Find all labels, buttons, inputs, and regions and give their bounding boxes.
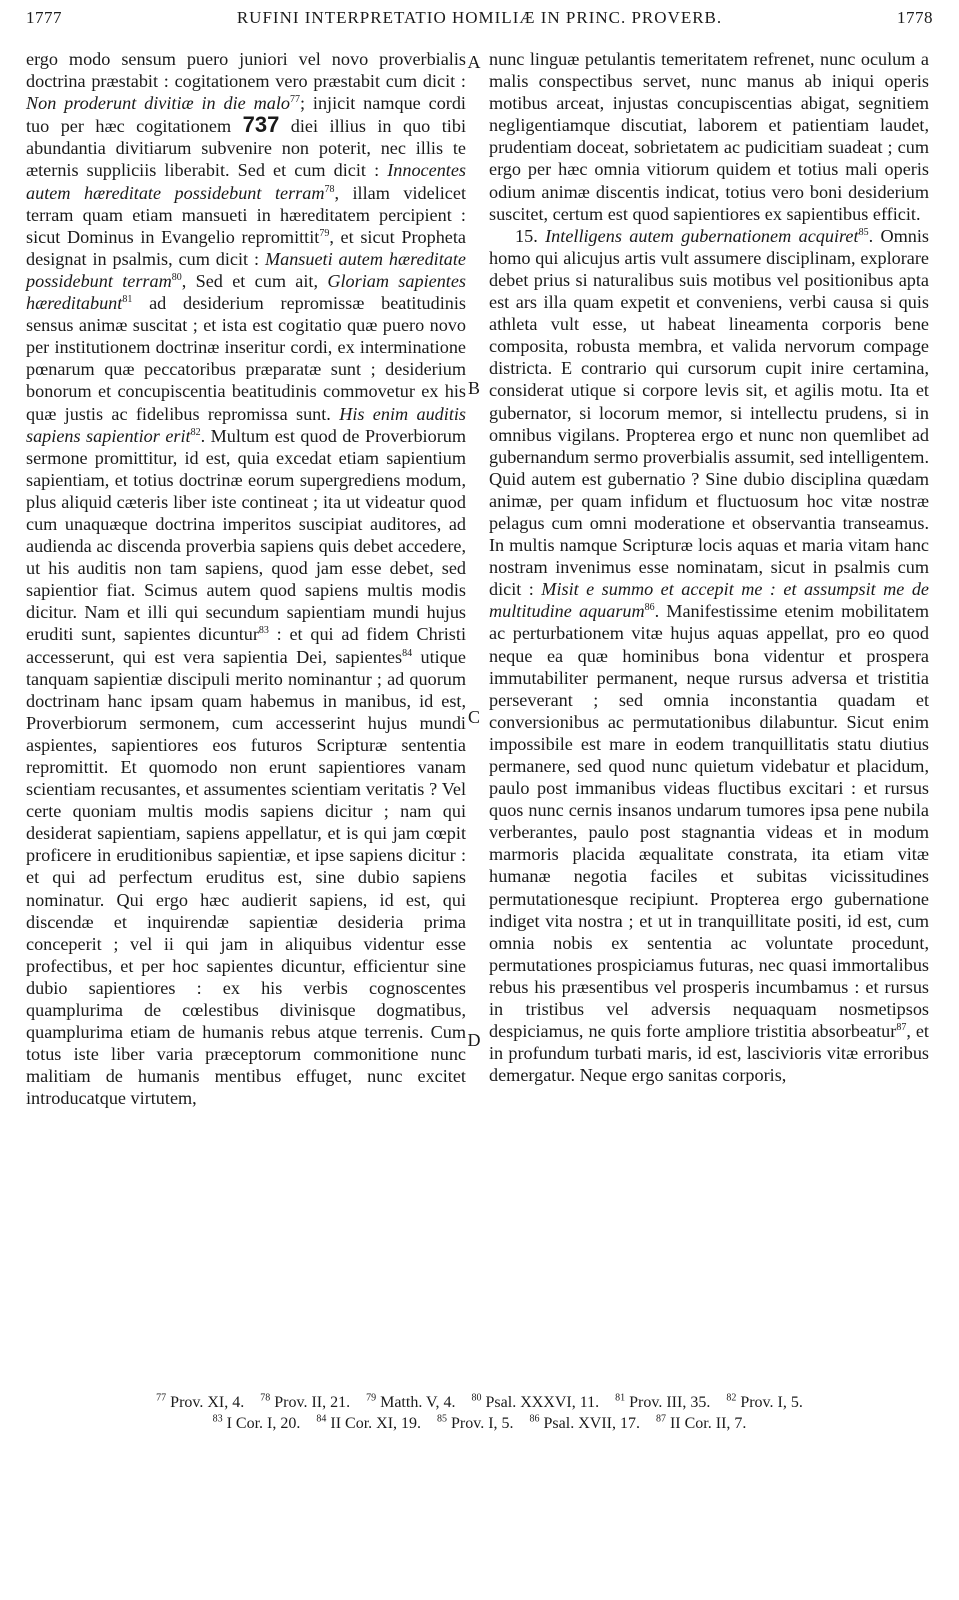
margin-letter-c: C [467, 707, 480, 727]
running-header [26, 8, 933, 34]
footnote: $^{86}$ Psal. XVII, 17. [529, 1413, 640, 1432]
footnote-ref: 87 [896, 1022, 907, 1034]
footnote-ref: 78 [324, 183, 335, 195]
scripture-quote: Mansueti autem hæreditate possidebunt terram [26, 248, 466, 291]
old-page-number: 737 [242, 112, 280, 138]
scripture-quote: Misit e summo et accepit me : et assumpsit me de multitudine aquarum [489, 579, 929, 622]
footnote: $^{79}$ Matth. V, 4. [366, 1392, 456, 1411]
footnotes [22, 1392, 937, 1434]
footnote-ref: 81 [122, 293, 133, 305]
column-number-right: 1778 [897, 8, 933, 27]
paragraph: ergo modo sensum puero juniori vel novo proverbialis doctrina præstabit : cogitationem vero præstabit cum dicit : Non proderunt divitiæ in die malo$^{77}$; injicit namque cordi tuo per hæc cogitationem 737 diei illius in quo tibi abundantia divitiarum subvenire non poterit, nec illis te æternis suppliciis liberabit. Sed et cum dicit : Innocentes autem hæreditate possidebunt terram$^{78}$, illam videlicet terram quam etiam mansueti in hæreditatem percipient : sicut Dominus in Evangelio repromittit$^{79}$, et sicut Propheta designat in psalmis, cum dicit : Mansueti autem hæreditate possidebunt terram$^{80}$, Sed et cum ait, Gloriam sapientes hæreditabunt$^{81}$ ad desiderium repromissæ beatitudinis sensus animæ suscitat ; et ista est cogitatio quæ puero novo per institutionem doctrinæ inseritur cordi, ex interminatione pœnarum quæ peccatoribus præparatæ sunt ; desiderium bonorum et concupiscentia beatitudinis commovetur ex his quæ justis ac fidelibus repromissa sunt. His enim auditis sapiens sapientior erit$^{82}$. Multum est quod de Proverbiorum sermone promittitur, id est, quia excedat etiam sapientium sapientiam, et totius doctrinæ eorum supergrediens modum, plus aliquid cæteris liber iste contineat ; ita ut videatur quod cum unaquæque doctrina imperitos suscipiat auditores, ad audienda ac discenda proverbia sapiens quis debet accedere, ut his auditis non tam sapiens, quod jam esse debet, sed sapientior fiat. Scimus autem quod sapiens multis modis dicitur. Nam et illi qui secundum sapientiam mundi hujus eruditi sunt, sapientes dicuntur$^{83}$ : et qui ad fidem Christi accesserunt, qui est vera sapientia Dei, sapientes$^{84}$ utique tanquam sapientiæ discipuli merito nominantur ; ad quorum doctrinam hanc ipsam quam habemus in manibus, id est, Proverbiorum sermonem, cum accesserint hujus mundi aspientes, sapientiores eos futuros Scripturæ sententia repromittit. Et quomodo non erunt sapientiores vanam scientiam recusantes, et assumentes scientiam veritatis ? Vel certe quoniam multis modis sapiens dicitur ; nam qui desiderat sapientiam, sapiens appellatur, et is qui jam cœpit proficere in eruditionibus sapientiæ, et ipse sapiens dicitur : et qui ad perfectum eruditus est, sine dubio sapiens nominatur. Qui ergo hæc audierit sapiens, id est, qui discendæ et inquirendæ sapientiæ desideria prima conceperit ; vel ii qui jam in aliquibus videntur esse profectibus, et per hoc sapientes dicuntur, efficientur sine dubio sapientiores : ex his verbis cognoscentes quamplurima de cœlestibus divinisque dogmatibus, quamplurima etiam de humanis rebus atque terrenis. Cum totus iste liber varia præceptorum commonitione nunc malitiam de humanis mentibus effuget, nunc excitet introducatque virtutem, [26, 49, 467, 1109]
footnote-line [22, 1413, 937, 1434]
margin-letter-a: A [467, 52, 481, 72]
footnote: $^{78}$ Prov. II, 21. [260, 1392, 351, 1411]
footnote-ref: 83 [258, 625, 269, 637]
scripture-quote: Gloriam sapientes hæreditabunt [26, 270, 466, 314]
footnote-ref: 80 [171, 271, 182, 283]
footnote: $^{80}$ Psal. XXXVI, 11. [471, 1392, 600, 1411]
paragraph: nunc linguæ petulantis temeritatem refrenet, nunc oculum a malis conspectibus servet, nunc manus ab iniqui operis motibus arceat, injustas concupiscentias abigat, segnitiem negligentiamque discutiat, laborem et patientiam laudet, prudentiam doceat, sobrietatem ac pudicitiam suadeat ; cum ergo per hæc omnia vitiorum quidem et totius mali operis odium animæ discentis indicat, totius vero boni desiderium suscitet, certum est quod sapientiores ex sapientibus efficit. [489, 49, 929, 224]
footnote-ref: 82 [190, 426, 201, 438]
footnote: $^{82}$ Prov. I, 5. [726, 1392, 803, 1411]
left-column [26, 48, 466, 1110]
footnote-ref: 77 [289, 94, 300, 106]
scripture-quote: His enim auditis sapiens sapientior erit [26, 403, 467, 446]
footnote: $^{83}$ I Cor. I, 20. [212, 1413, 301, 1432]
footnote: $^{84}$ II Cor. XI, 19. [316, 1413, 422, 1432]
scripture-quote: Intelligens autem gubernationem acquiret [545, 225, 859, 246]
right-column [489, 48, 929, 1086]
footnote-ref: 86 [644, 602, 655, 614]
footnote: $^{87}$ II Cor. II, 7. [655, 1413, 747, 1432]
footnote-line [22, 1392, 937, 1413]
footnote-ref: 84 [402, 647, 413, 659]
section-number: 15. [515, 225, 546, 246]
running-title: RUFINI INTERPRETATIO HOMILIÆ IN PRINC. PROVERB. [236, 8, 723, 27]
column-number-left: 1777 [26, 8, 62, 27]
footnote-ref: 79 [319, 227, 330, 239]
scripture-quote: Innocentes autem hæreditate possidebunt terram [26, 160, 466, 203]
footnote-ref: 85 [858, 226, 869, 238]
footnote: $^{77}$ Prov. XI, 4. [156, 1392, 245, 1411]
footnote: $^{85}$ Prov. I, 5. [437, 1413, 514, 1432]
scripture-quote: Non proderunt divitiæ in die malo [26, 93, 290, 114]
margin-letter-d: D [467, 1030, 481, 1050]
margin-letter-b: B [467, 378, 480, 398]
paragraph: 15. Intelligens autem gubernationem acquiret$^{85}$. Omnis homo qui alicujus artis vult assumere disciplinam, explorare debet prius si naturalibus suis motibus vel positionibus apta est ars illa quam expetit et conveniens, verbi causa si quis athleta vult esse, ut habeat lineamenta corporis bene composita, robusta membra, et valida nervorum compage districta. E contrario qui cursorum cupit inire certamina, considerat utique si corpore levis sit, et agilis motu. Ita et gubernator, si locorum memor, si intellectu prudens, si in omnibus vigilans. Propterea ergo et nunc non quemlibet ad gubernandum sermo proverbialis assumit, sed intelligentem. Quid autem est gubernatio ? Sine dubio disciplina quædam animæ, per quam infidum et fluctuosum hoc vitæ nostræ pelagus cum omni moderatione et observantia transeamus. In multis namque Scripturæ locis aquas et maria vitam hanc nostram invenimus esse nominatam, sicut in psalmis cum dicit : Misit e summo et accepit me : et assumpsit me de multitudine aquarum$^{86}$. Manifestissime etenim mobilitatem ac perturbationem vitæ hujus aquas appellat, pro eo quod neque ea quæ hominibus bona videntur et prospera immutabiliter permanent, neque rursus adversa et tristitia perseverant ; sed omnia inconstantia quadam et conversionibus ac permutationibus dilabuntur. Sicut enim impossibile est mare in eodem tranquillitatis statu diutius permanere, sed quod nunc quietum videbatur et placidum, paulo post immanibus videas fluctibus excitari : et rursus quos nunc cernis insanos undarum tumores ipsa pene nubila verberantes, paulo post stagnantia videas et in modum marmoris placida æqualitate constrata, ita etiam vitæ humanæ negotia faciles et subitas vicissitudines permutationesque recipiunt. Propterea ergo gubernatione indiget vita nostra ; et ut in tranquillitate positi, id est, cum omnia nobis ex sententia ac voluntate procedunt, permutationes prospiciamus futuras, nec quasi immortalibus rebus his præsentibus vel prosperis incumbamus : et rursus in tristibus vel adversis nequaquam nosmetipsos despiciamus, ne quis forte ampliore tristitia absorbeatur$^{87}$, et in profundum turbati maris, id est, lascivioris vitæ erroribus demergatur. Neque ergo sanitas corporis, [489, 225, 930, 1086]
footnote: $^{81}$ Prov. III, 35. [615, 1392, 711, 1411]
